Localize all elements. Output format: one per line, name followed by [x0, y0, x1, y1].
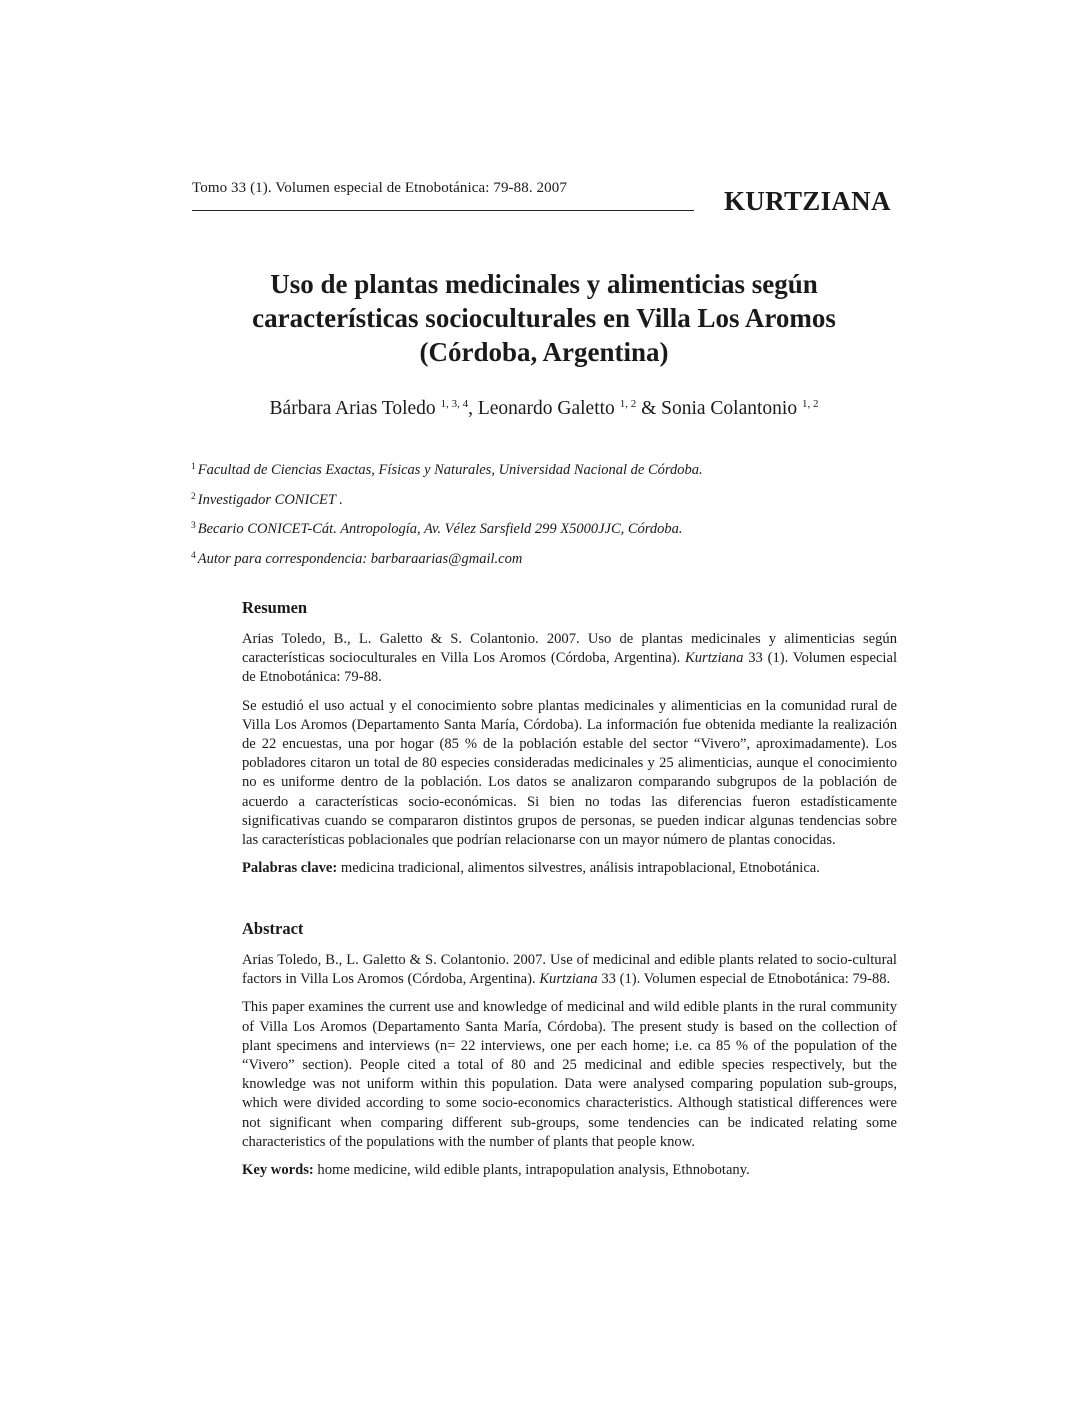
title-line: características socioculturales en Villa Los Aromos — [252, 303, 836, 333]
keywords-label: Key words: — [242, 1162, 314, 1179]
title-line: Uso de plantas medicinales y alimenticias según — [270, 269, 818, 299]
citation-text: Arias Toledo, B., L. Galetto & S. Colantonio. 2007. Uso de plantas medicinales y alimenticias según características socioculturales en Villa Los Aromos (Córdoba, Argentina). — [242, 631, 897, 667]
abstract-section — [242, 919, 897, 1189]
journal-citation-header: Tomo 33 (1). Volumen especial de Etnobotánica: 79-88. 2007 — [192, 180, 567, 196]
abstract-body: This paper examines the current use and knowledge of medicinal and wild edible plants in the rural community of Villa Los Aromos (Departamento Santa María, Córdoba). The present study is based on the collection of plant specimens and interviews (n= 22 interviews, one per each home; i.e. ca 85 % of the population of the “Vivero” section). People cited a total of 80 and 25 medicinal and edible species respectively, but the knowledge was not uniform within this population. Data were analysed comparing population sub-groups, which were divided according to some socio-economics characteristics. Although statistical differences were not significant when comparing different sub-groups, some tendencies can be indicated relating some characteristics of the populations with the number of plants that people know. — [242, 999, 897, 1150]
resumen-body: Se estudió el uso actual y el conocimiento sobre plantas medicinales y alimenticias en la comunidad rural de Villa Los Aromos (Departamento Santa María, Córdoba). La información fue obtenida mediante la realización de 22 encuestas, una por hogar (85 % de la población estable del sector “Vivero”, aproximadamente). Los pobladores citaron un total de 80 especies consideradas medicinales y 25 alimenticias, aunque el conocimiento no es uniforme dentro de la población. Los datos se analizaron comparando subgrupos de la población de acuerdo a características socio-económicas. Si bien no todas las diferencias fueron estadísticamente significativas cuando se compararon distintos grupos de personas, se pueden indicar algunas tendencias sobre las características poblacionales que podrían relacionarse con un mayor número de plantas conocidas. — [242, 697, 897, 849]
header-divider — [192, 210, 694, 211]
abstract-citation — [242, 951, 897, 989]
abstract-heading: Abstract — [242, 919, 304, 938]
affiliation-item — [191, 461, 891, 491]
resumen-keywords — [242, 859, 897, 878]
citation-text: Arias Toledo, B., L. Galetto & S. Colantonio. 2007. Use of medicinal and edible plants related to socio-cultural factors in Villa Los Aromos (Córdoba, Argentina). — [242, 952, 897, 988]
keywords-label: Palabras clave: — [242, 860, 338, 877]
affiliation-number: 2 — [191, 491, 196, 502]
citation-text: 33 (1). Volumen especial de Etnobotánica: 79-88. — [597, 971, 891, 988]
citation-journal: Kurtziana — [539, 971, 598, 988]
affiliation-text: Becario CONICET-Cát. Antropología, Av. Vélez Sarsfield 299 X5000JJC, Córdoba. — [197, 521, 683, 537]
author-name: Sonia Colantonio — [661, 398, 798, 419]
affiliation-number: 3 — [191, 521, 196, 531]
affiliation-number: 1 — [191, 462, 196, 472]
author-affiliation-ref: 1, 3, 4 — [440, 398, 469, 410]
abstract-keywords — [242, 1161, 897, 1180]
affiliation-number: 4 — [191, 550, 196, 561]
author-separator: & — [636, 398, 662, 419]
resumen-section — [242, 598, 897, 887]
affiliation-item — [191, 491, 891, 521]
citation-text: 33 (1). Volumen especial de Etnobotánica: 79-88. — [242, 650, 898, 686]
resumen-heading: Resumen — [242, 598, 308, 617]
author-affiliation-ref: 1, 2 — [619, 398, 637, 410]
citation-journal: Kurtziana — [685, 650, 744, 667]
article-title — [192, 267, 896, 369]
affiliation-text: Investigador CONICET . — [197, 491, 343, 508]
author-name: Bárbara Arias Toledo — [269, 398, 436, 419]
affiliation-text: Facultad de Ciencias Exactas, Físicas y Naturales, Universidad Nacional de Córdoba. — [197, 462, 703, 478]
keywords-text: medicina tradicional, alimentos silvestres, análisis intrapoblacional, Etnobotánica. — [337, 860, 820, 877]
resumen-citation — [242, 630, 897, 688]
journal-name: KURTZIANA — [724, 186, 891, 216]
affiliation-item — [191, 550, 891, 580]
author-name: Leonardo Galetto — [477, 398, 615, 419]
keywords-text: home medicine, wild edible plants, intrapopulation analysis, Ethnobotany. — [313, 1162, 750, 1179]
affiliation-item — [191, 520, 891, 550]
author-affiliation-ref: 1, 2 — [801, 398, 819, 410]
author-separator: , — [468, 398, 478, 419]
affiliation-list — [191, 461, 891, 579]
affiliation-text: Autor para correspondencia: barbaraarias@gmail.com — [197, 550, 523, 567]
title-line: (Córdoba, Argentina) — [419, 337, 669, 367]
author-list — [192, 398, 896, 420]
